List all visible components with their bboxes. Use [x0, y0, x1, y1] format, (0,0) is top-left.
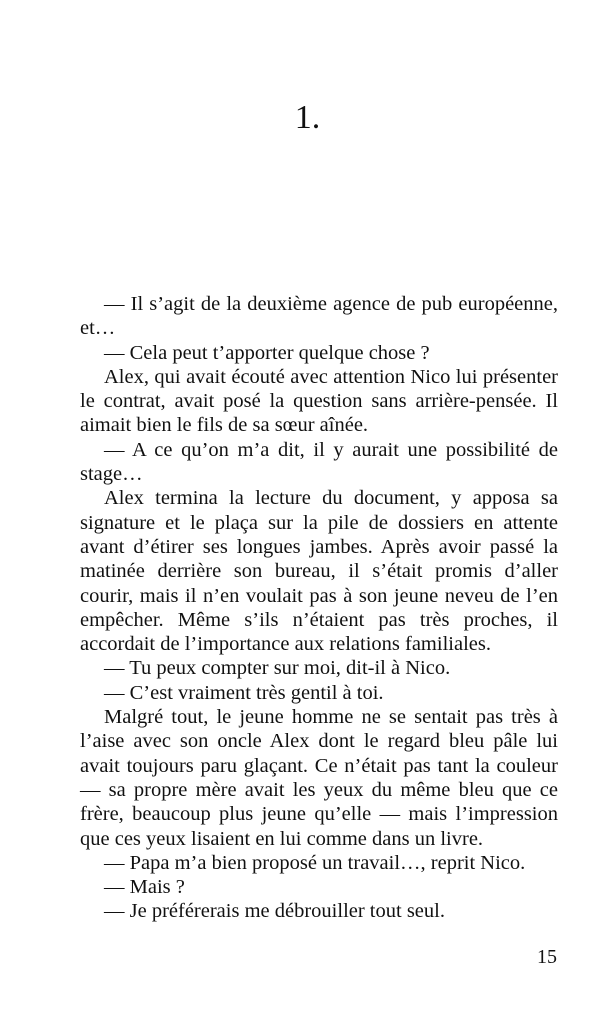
paragraph: — Tu peux compter sur moi, dit-il à Nico. [104, 657, 451, 680]
paragraph: Alex, qui avait écouté avec attention Nico lui présenter le contrat, avait posé la question sans arrière-pensée. Il aimait bien le fils de sa sœur aînée. [80, 365, 558, 437]
paragraph: — Papa m’a bien proposé un travail…, reprit Nico. [104, 851, 526, 874]
paragraph: — Mais ? [104, 876, 185, 899]
paragraph: — Il s’agit de la deuxième agence de pub européenne, et… [80, 293, 558, 340]
paragraph: — Je préférerais me débrouiller tout seul. [104, 900, 445, 923]
paragraph: — C’est vraiment très gentil à toi. [104, 681, 384, 704]
body-text [80, 292, 558, 924]
chapter-number: 1. [294, 99, 321, 136]
paragraph: Alex termina la lecture du document, y apposa sa signature et le plaça sur la pile de dossiers en attente avant d’étirer ses longues jambes. Après avoir passé la matinée derrière son bureau, il s’était promis d’aller courir, mais il n’en voulait pas à son jeune neveu de l’en empêcher. Même s’ils n’étaient pas très proches, il accordait de l’importance aux relations familiales. [80, 487, 558, 656]
paragraph: Malgré tout, le jeune homme ne se sentait pas très à l’aise avec son oncle Alex dont le regard bleu pâle lui avait toujours paru glaçant. Ce n’était pas tant la couleur — sa propre mère avait les yeux du même bleu que ce frère, beaucoup plus jeune qu’elle — mais l’impression que ces yeux lisaient en lui comme dans un livre. [80, 706, 558, 850]
page-number: 15 [537, 946, 557, 968]
paragraph: — A ce qu’on m’a dit, il y aurait une possibilité de stage… [80, 438, 558, 486]
paragraph: — Cela peut t’apporter quelque chose ? [104, 341, 430, 364]
